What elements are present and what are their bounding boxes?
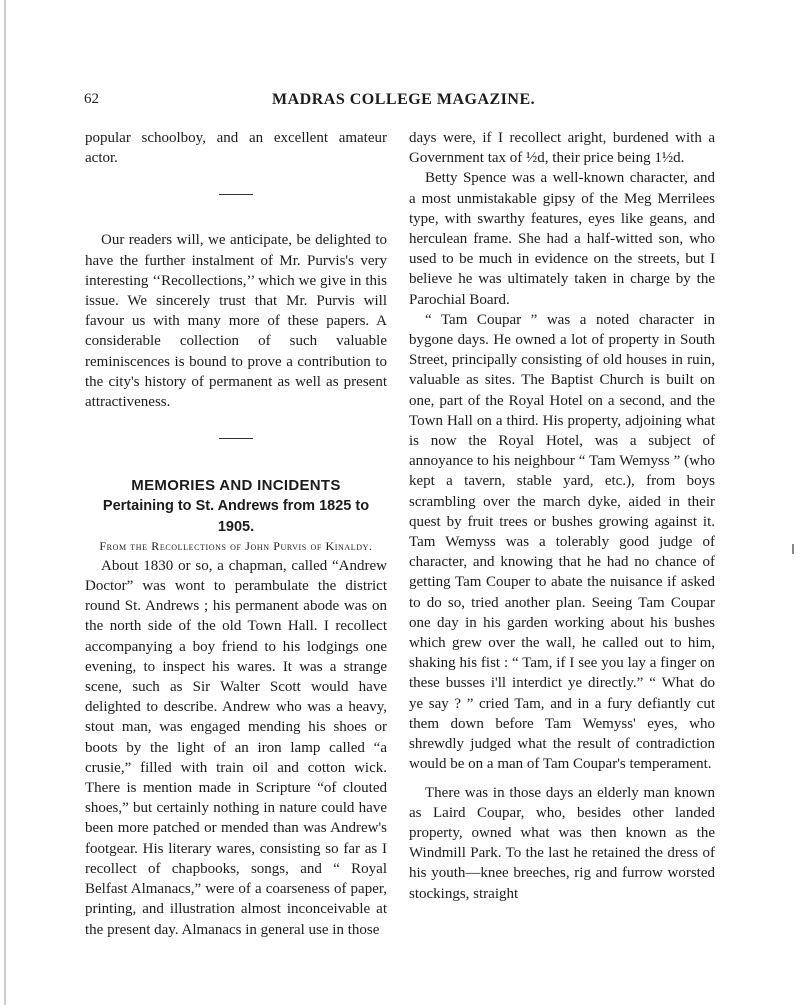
right-column xyxy=(409,128,715,904)
article-paragraph: There was in those days an elderly man known as Laird Coupar, who, besides other landed property, owned what was then known as the Windmill Park. To the last he retained the dress of his youth—knee breeches, rig and furrow worsted stockings, straight xyxy=(409,784,715,902)
editorial-note: Our readers will, we anticipate, be delighted to have the further instalment of Mr. Purvis's very interesting ‘‘Recollections,’’ which we give in this issue. We sincerely trust that Mr. Purvis will favour us with many more of these papers. A considerable collection of such valuable reminiscences is bound to prove a contribution to the city's history of permanent as well as present attractiveness. xyxy=(85,232,387,411)
article-paragraph: days were, if I recollect aright, burdened with a Government tax of ½d, their price being 1½d. xyxy=(409,130,715,167)
page-number: 62 xyxy=(84,91,99,107)
section-divider xyxy=(219,194,253,195)
article-subtitle: Pertaining to St. Andrews from 1825 to 1905. xyxy=(102,498,370,535)
section-divider xyxy=(219,438,253,439)
page-edge-shadow xyxy=(4,0,6,1005)
article-paragraph: Betty Spence was a well-known character, and a most unmistakable gipsy of the Meg Merrilees type, with swarthy features, eyes like geans, and herculean frame. She had a half-witted son, who used to be much in evidence on the streets, but I believe he was ultimately taken in charge by the Parochial Board. xyxy=(409,170,715,308)
article-paragraph: “ Tam Coupar ” was a noted character in bygone days. He owned a lot of property in South Street, principally consisting of old houses in ruin, valuable as sites. The Baptist Church is built on one, part of the Royal Hotel on a second, and the Town Hall on a third. His property, adjoining what is now the Royal Hotel, was a subject of annoyance to his neighbour “ Tam Wemyss ” (who kept a tavern, stable yard, etc.), from boys scrambling over the march dyke, aided in their quest by fruit trees or bushes growing against it. Tam Wemyss was a tolerably good judge of character, and knowing that he had no chance of getting Tam Couper to abate the nuisance if asked to do so, tried another plan. Seeing Tam Coupar one day in his garden working about his bushes which grew over the wall, he called out to him, shaking his fist : “ Tam, if I see you lay a finger on these busses i'll interdict ye directly.” “ What do ye say ? ” cried Tam, and in a fury defiantly cut them down before Tam Wemyss' eyes, who shrewdly judged what the result of contradiction would be on a man of Tam Coupar's temperament. xyxy=(409,311,715,773)
article-paragraph: About 1830 or so, a chapman, called “Andrew Doctor” was wont to perambulate the district round St. Andrews ; his permanent abode was on the north side of the old Town Hall. I recollect accompanying a boy friend to his lodgings one evening, to inspect his wares. It was a strange scene, such as Sir Walter Scott would have delighted to describe. Andrew who was a heavy, stout man, was engaged mending his shoes or boots by the light of an iron lamp called “a crusie,” filled with train oil and cotton wick. There is mention made in Scripture “of clouted shoes,” but certainly nothing in nature could have been more patched or mended than was Andrew's footgear. His literary wares, consisting so far as I recollect of chapbooks, songs, and “ Royal Belfast Almanacs,” were of a coarseness of paper, printing, and illustration almost inconceivable at the present day. Almanacs in general use in those xyxy=(85,557,387,938)
intro-fragment: popular schoolboy, and an excellent amateur actor. xyxy=(85,130,387,167)
paragraph-gap xyxy=(409,775,715,783)
left-column xyxy=(85,128,387,940)
article-byline: From the Recollections of John Purvis of Kinaldy. xyxy=(99,538,373,553)
article-title: MEMORIES AND INCIDENTS xyxy=(131,477,341,495)
running-title: MADRAS COLLEGE MAGAZINE. xyxy=(272,91,536,108)
page-header xyxy=(84,91,724,115)
margin-mark xyxy=(792,544,794,554)
